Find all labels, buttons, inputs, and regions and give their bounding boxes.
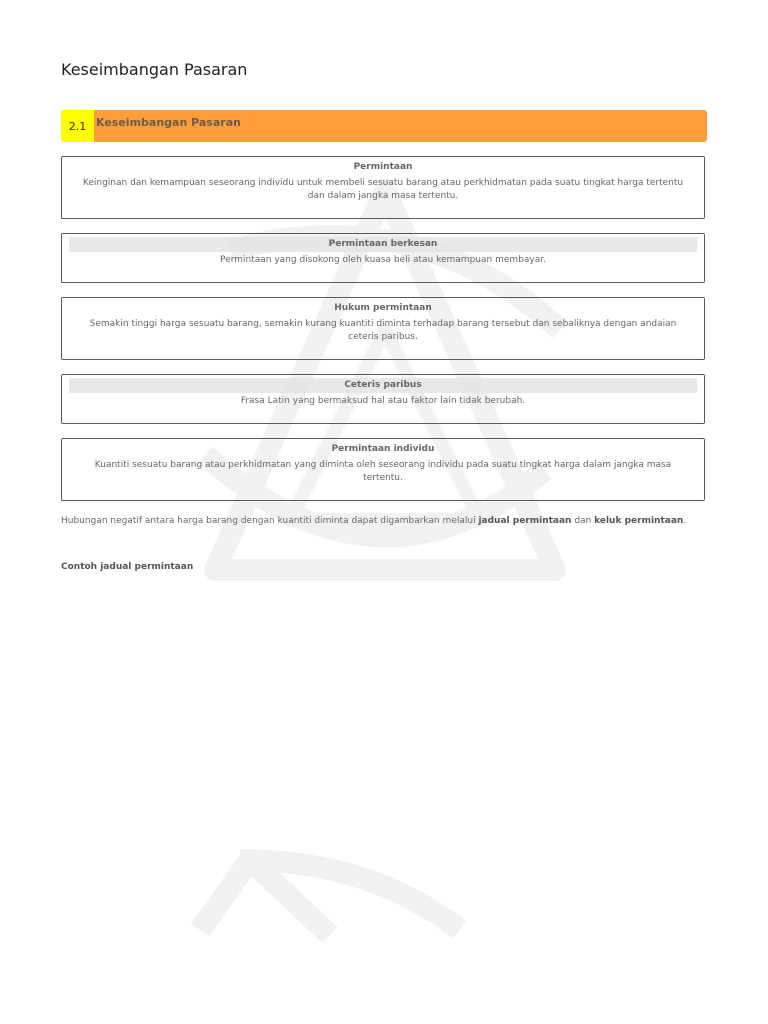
body-paragraph	[61, 514, 701, 528]
paragraph-bold-term: keluk permintaan	[594, 516, 684, 526]
section-number: 2.1	[61, 110, 94, 142]
paragraph-text: Hubungan negatif antara harga barang dengan kuantiti diminta dapat digambarkan melalui	[61, 516, 479, 526]
card-term: Permintaan individu	[331, 444, 435, 454]
card-term: Hukum permintaan	[334, 303, 432, 313]
card-term: Ceteris paribus	[69, 378, 697, 393]
paragraph-text: dan	[571, 516, 595, 526]
card-definition: Semakin tinggi harga sesuatu barang, semakin kurang kuantiti diminta terhadap barang tersebut dan sebaliknya dengan andaian ceteris paribus.	[89, 319, 677, 342]
card-definition: Kuantiti sesuatu barang atau perkhidmatan yang diminta oleh seseorang individu pada suatu tingkat harga dalam jangka masa tertentu.	[94, 460, 672, 483]
paragraph-bold-term: jadual permintaan	[478, 516, 572, 526]
card-term: Permintaan berkesan	[69, 237, 697, 252]
card-term: Permintaan	[353, 162, 413, 172]
card-definition: Frasa Latin yang bermaksud hal atau faktor lain tidak berubah.	[240, 396, 526, 406]
card-definition: Keinginan dan kemampuan seseorang individu untuk membeli sesuatu barang atau perkhidmatan pada suatu tingkat harga tertentu dan dalam jangka masa tertentu.	[82, 178, 684, 201]
definition-card-ceteris-paribus	[61, 374, 705, 424]
definition-card-hukum-permintaan	[61, 297, 705, 360]
definition-card-permintaan-berkesan	[61, 233, 705, 283]
definition-card-permintaan	[61, 156, 705, 219]
card-definition: Permintaan yang disokong oleh kuasa beli atau kemampuan membayar.	[220, 255, 546, 265]
page-title: Keseimbangan Pasaran	[61, 60, 248, 79]
definition-card-permintaan-individu	[61, 438, 705, 501]
paragraph-text: .	[683, 516, 687, 526]
section-header	[61, 110, 707, 142]
section-label: Keseimbangan Pasaran	[96, 116, 241, 129]
example-heading: Contoh jadual permintaan	[61, 562, 194, 572]
